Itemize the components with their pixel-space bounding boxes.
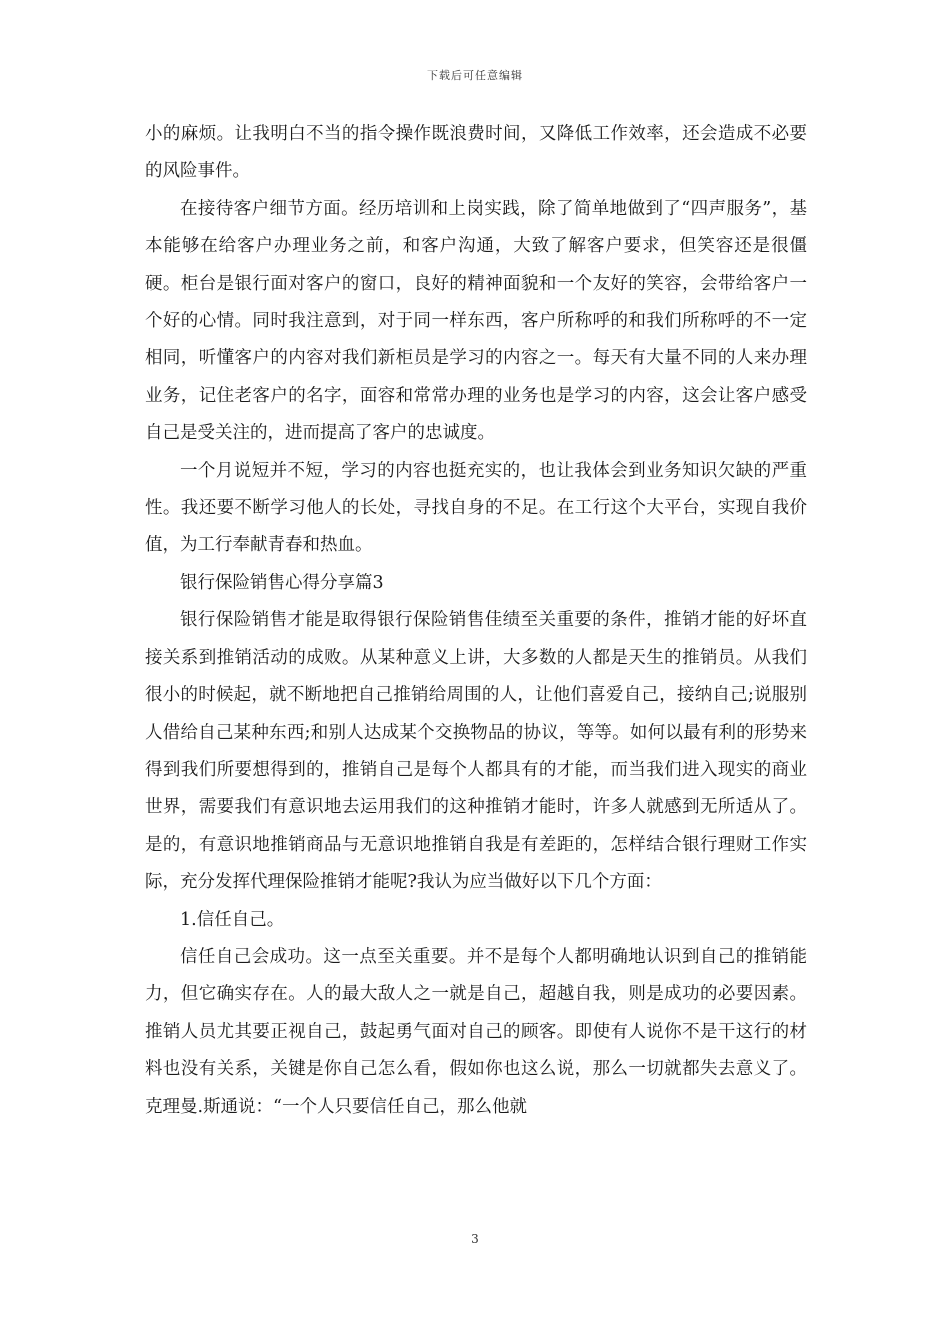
paragraph: 一个月说短并不短，学习的内容也挺充实的，也让我体会到业务知识欠缺的严重性。我还要不断学习他人的长处，寻找自身的不足。在工行这个大平台，实现自我价值，为工行奉献青春和热血。 xyxy=(145,460,807,556)
paragraph: 在接待客户细节方面。经历培训和上岗实践，除了简单地做到了“四声服务”，基本能够在给客户办理业务之前，和客户沟通，大致了解客户要求，但笑容还是很僵硬。柜台是银行面对客户的窗口，良好的精神面貌和一个友好的笑容，会带给客户一个好的心情。同时我注意到，对于同一样东西，客户所称呼的和我们所称呼的不一定相同，听懂客户的内容对我们新柜员是学习的内容之一。每天有大量不同的人来办理业务，记住老客户的名字，面容和常常办理的业务也是学习的内容，这会让客户感受自己是受关注的，进而提高了客户的忠诚度。 xyxy=(145,198,807,444)
section-heading: 银行保险销售心得分享篇3 xyxy=(180,572,384,593)
paragraph: 银行保险销售才能是取得银行保险销售佳绩至关重要的条件，推销才能的好坏直接关系到推销活动的成败。从某种意义上讲，大多数的人都是天生的推销员。从我们很小的时候起，就不断地把自己推销给周围的人，让他们喜爱自己，接纳自己;说服别人借给自己某种东西;和别人达成某个交换物品的协议，等等。如何以最有利的形势来得到我们所要想得到的，推销自己是每个人都具有的才能，而当我们进入现实的商业世界，需要我们有意识地去运用我们的这种推销才能时，许多人就感到无所适从了。是的，有意识地推销商品与无意识地推销自我是有差距的，怎样结合银行理财工作实际，充分发挥代理保险推销才能呢?我认为应当做好以下几个方面： xyxy=(145,610,807,893)
document-body xyxy=(145,116,807,1126)
list-item-heading: 1.信任自己。 xyxy=(180,909,285,930)
page-header: 下载后可任意编辑 xyxy=(427,69,523,82)
paragraph-continuation: 小的麻烦。让我明白不当的指令操作既浪费时间，又降低工作效率，还会造成不必要的风险事件。 xyxy=(145,124,807,182)
paragraph: 信任自己会成功。这一点至关重要。并不是每个人都明确地认识到自己的推销能力，但它确实存在。人的最大敌人之一就是自己，超越自我，则是成功的必要因素。推销人员尤其要正视自己，鼓起勇气面对自己的顾客。即使有人说你不是干这行的材料也没有关系，关键是你自己怎么看，假如你也这么说，那么一切就都失去意义了。克理曼.斯通说：“一个人只要信任自己，那么他就 xyxy=(145,946,807,1117)
page-number: 3 xyxy=(471,1232,479,1246)
